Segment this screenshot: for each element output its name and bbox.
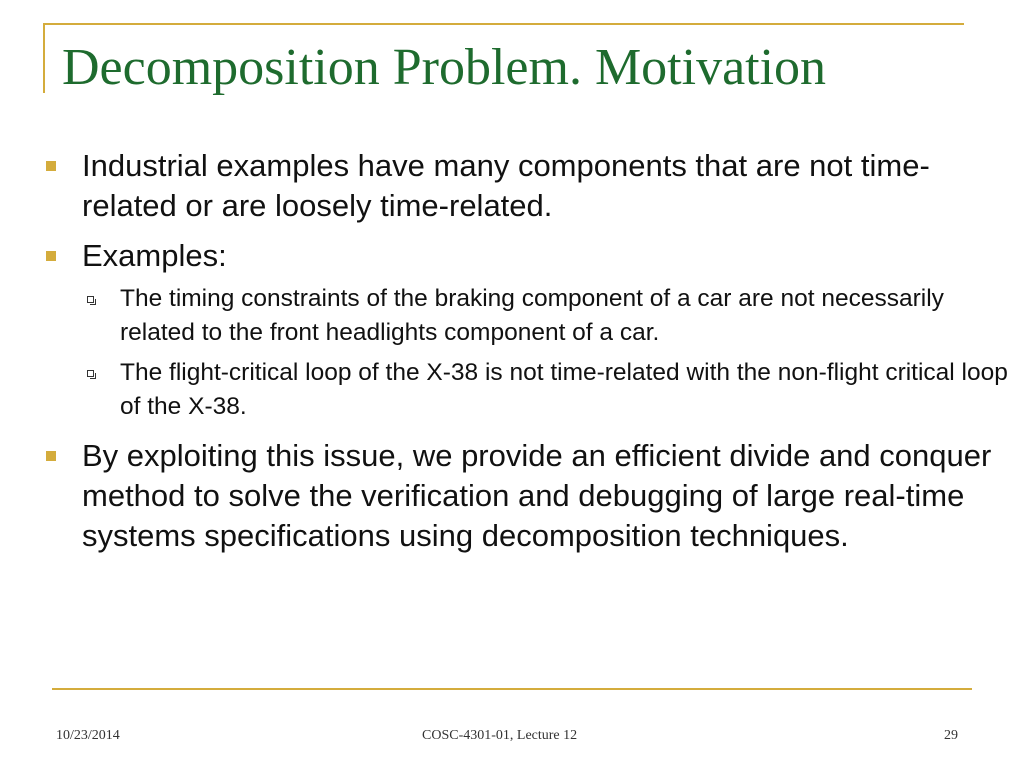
sub-bullet-text: The timing constraints of the braking component of a car are not necessarily related to the front headlights component of a car.: [120, 285, 944, 346]
square-bullet-icon: [46, 161, 56, 171]
bullet-text: Examples:: [82, 238, 227, 273]
sub-bullet-item: [40, 282, 1015, 350]
bullet-text: By exploiting this issue, we provide an efficient divide and conquer method to solve the verification and debugging of large real-time systems specifications using decomposition techniques.: [82, 438, 992, 553]
sub-bullet-item: [40, 356, 1015, 424]
footer-page-number: 29: [944, 728, 958, 743]
hollow-square-bullet-icon: [87, 296, 94, 303]
left-rule: [43, 23, 45, 93]
slide-body: [40, 146, 1015, 556]
footer-date: 10/23/2014: [56, 728, 120, 743]
footer-rule: [52, 688, 972, 690]
bullet-item: [40, 436, 1015, 556]
bullet-item: [40, 236, 1015, 276]
square-bullet-icon: [46, 451, 56, 461]
footer-course: COSC-4301-01, Lecture 12: [422, 728, 578, 743]
bullet-item: [40, 146, 1015, 226]
bullet-text: Industrial examples have many components that are not time-related or are loosely time-related.: [82, 148, 930, 223]
hollow-square-bullet-icon: [87, 370, 94, 377]
top-rule: [43, 23, 964, 25]
slide-title: Decomposition Problem. Motivation: [62, 39, 827, 96]
sub-bullet-text: The flight-critical loop of the X-38 is not time-related with the non-flight critical loop of the X-38.: [120, 359, 1008, 420]
square-bullet-icon: [46, 251, 56, 261]
